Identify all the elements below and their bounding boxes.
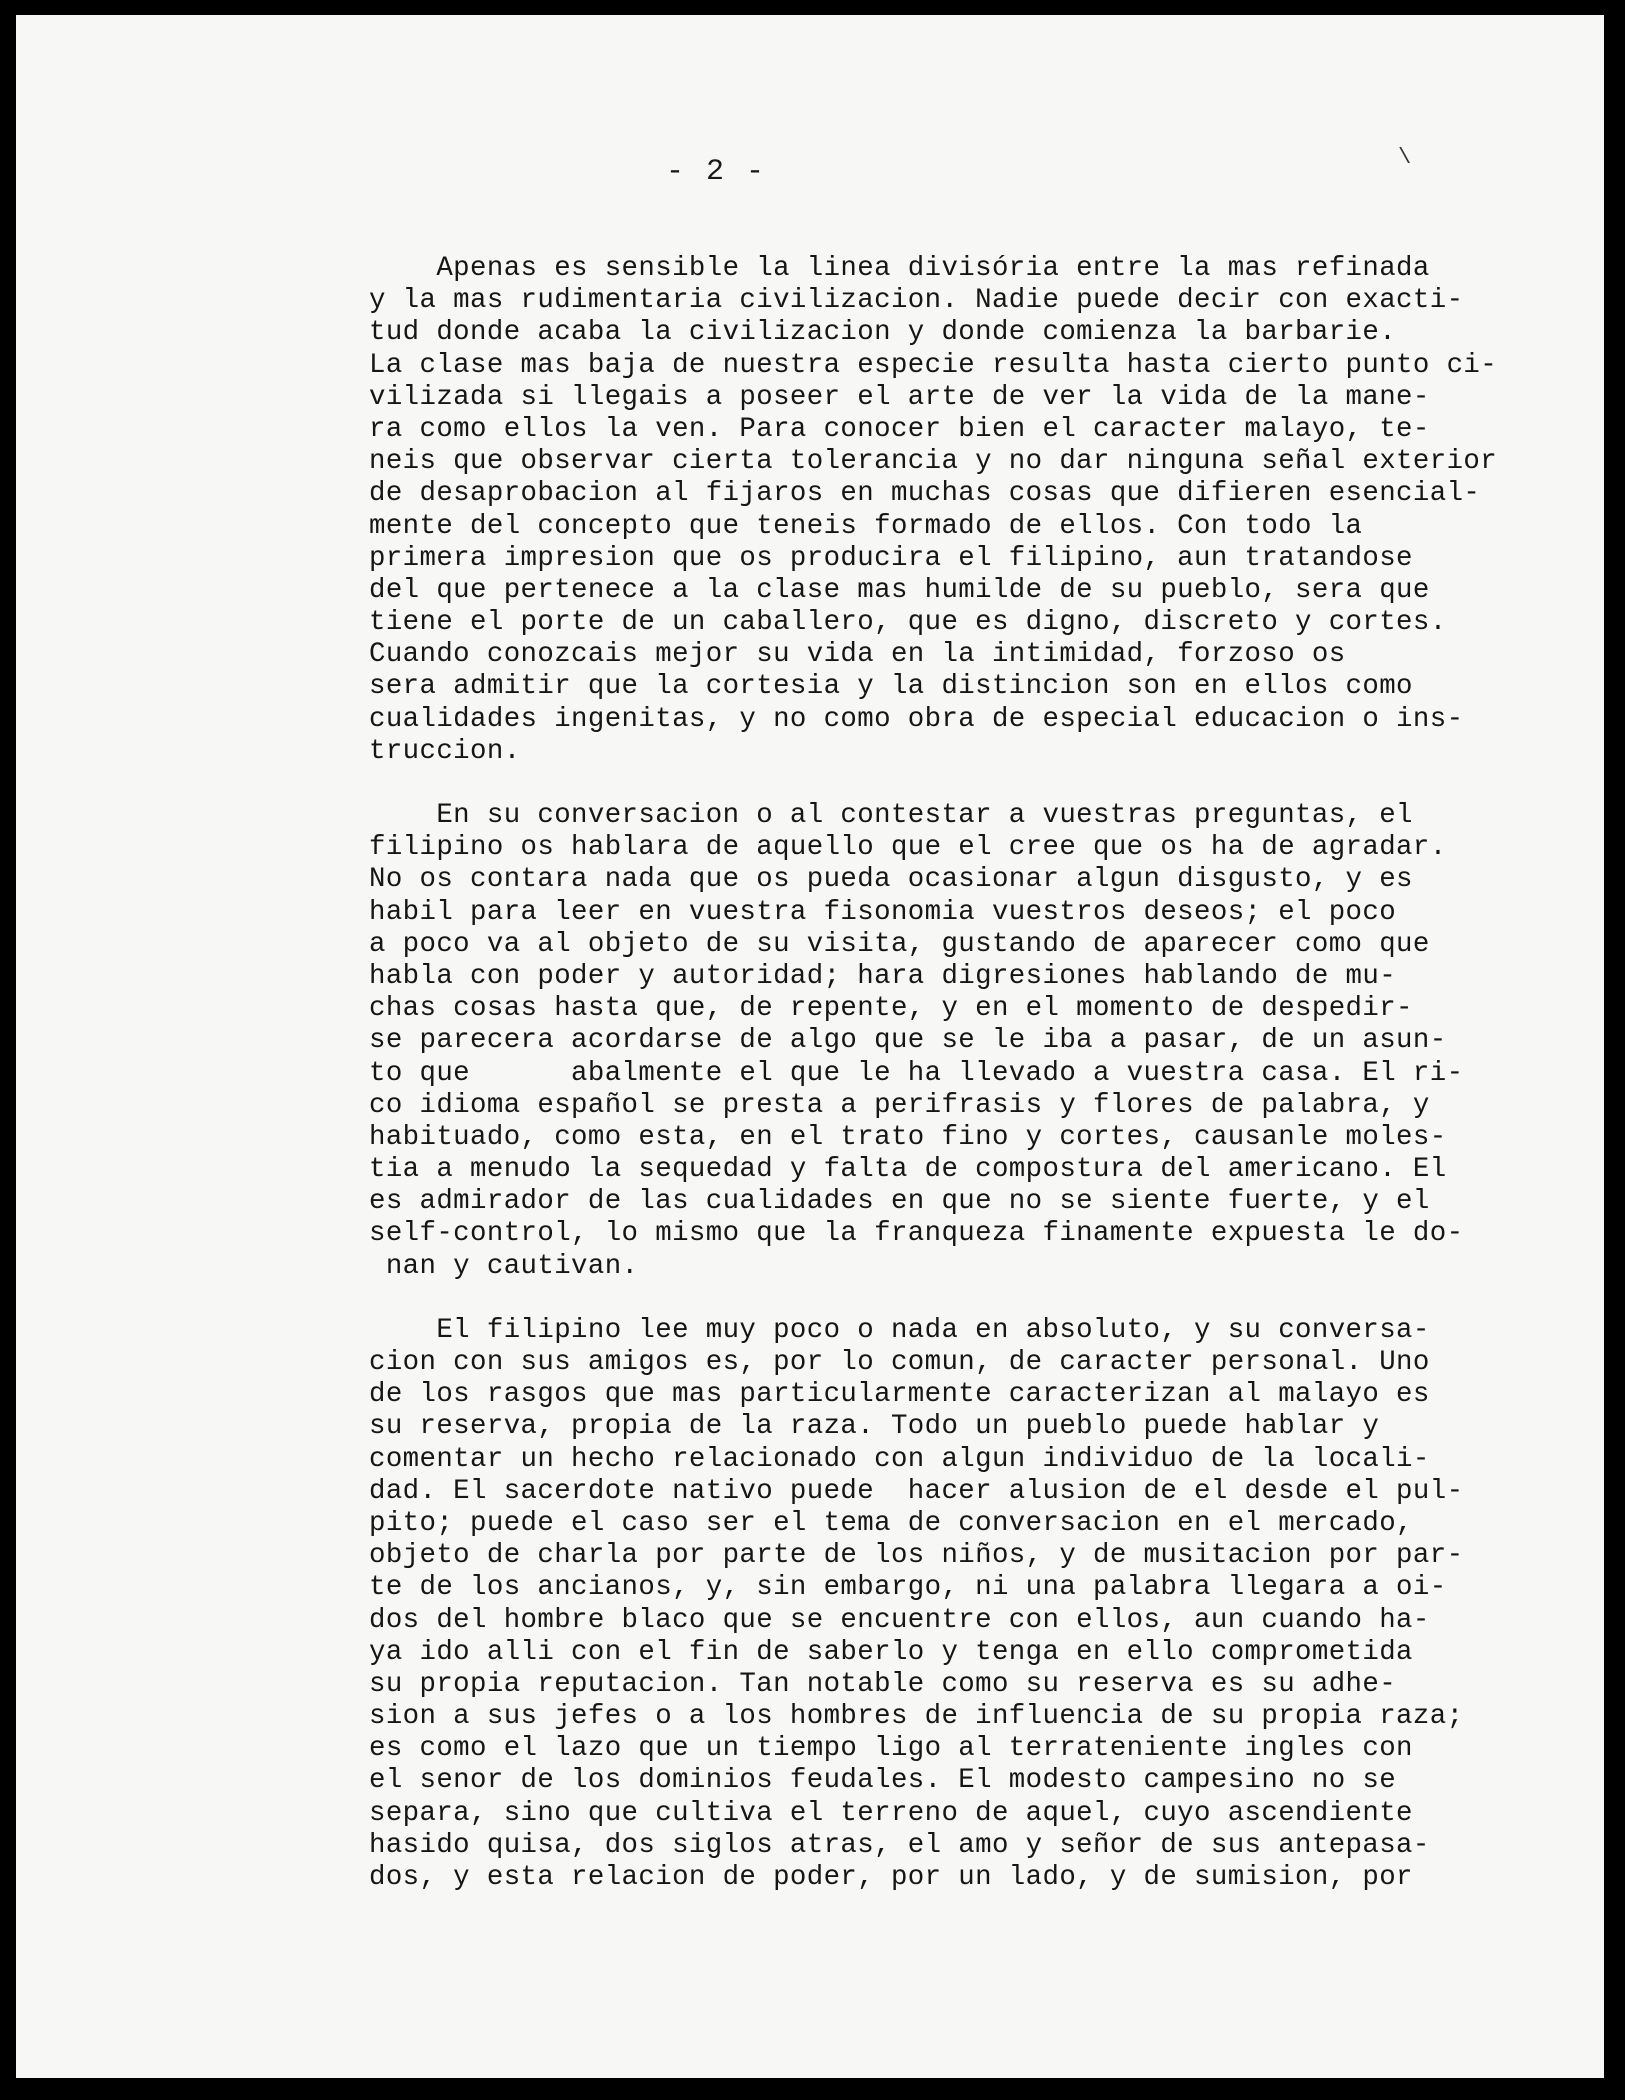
text-line: mente del concepto que teneis formado de ellos. Con todo la <box>369 510 1363 542</box>
text-line: chas cosas hasta que, de repente, y en el momento de despedir- <box>369 993 1413 1025</box>
margin-mark: \ <box>1398 145 1412 170</box>
text-line: cion con sus amigos es, por lo comun, de caracter personal. Uno <box>369 1347 1430 1378</box>
text-line: dos del hombre blaco que se encuentre con ellos, aun cuando ha- <box>369 1604 1430 1636</box>
text-line: y la mas rudimentaria civilizacion. Nadie puede decir con exacti- <box>369 285 1464 317</box>
text-line: pito; puede el caso ser el tema de conversacion en el mercado, <box>369 1507 1413 1539</box>
text-line: cualidades ingenitas, y no como obra de especial educacion o ins- <box>369 703 1464 735</box>
text-line: sera admitir que la cortesia y la distincion son en ellos como <box>369 671 1413 703</box>
text-line: neis que observar cierta tolerancia y no dar ninguna señal exterior <box>369 446 1498 478</box>
text-line: de desaprobacion al fijaros en muchas cosas que difieren esencial- <box>369 478 1481 510</box>
text-line: habituado, como esta, en el trato fino y cortes, causanle moles- <box>369 1121 1447 1153</box>
text-line: se parecera acordarse de algo que se le iba a pasar, de un asun- <box>369 1025 1447 1057</box>
text-line: objeto de charla por parte de los niños, y de musitacion por par- <box>369 1540 1464 1572</box>
text-line: sion a sus jefes o a los hombres de influencia de su propia raza; <box>369 1701 1464 1733</box>
text-line: tud donde acaba la civilizacion y donde comienza la barbarie. <box>369 317 1397 349</box>
text-line: tiene el porte de un caballero, que es digno, discreto y cortes. <box>369 607 1447 639</box>
paragraph-spacer <box>369 768 1509 800</box>
text-line: vilizada si llegais a poseer el arte de ver la vida de la mane- <box>369 381 1430 413</box>
text-line: separa, sino que cultiva el terreno de aquel, cuyo ascendiente <box>369 1797 1413 1829</box>
text-line: nan y cautivan. <box>369 1250 639 1282</box>
text-line: es admirador de las cualidades en que no se siente fuerte, y el <box>369 1186 1430 1218</box>
text-line: es como el lazo que un tiempo ligo al terrateniente ingles con <box>369 1733 1413 1765</box>
text-line: No os contara nada que os pueda ocasionar algun disgusto, y es <box>369 864 1413 896</box>
text-line: habil para leer en vuestra fisonomia vuestros deseos; el poco <box>369 896 1397 928</box>
text-line: tia a menudo la sequedad y falta de compostura del americano. El <box>369 1154 1447 1186</box>
text-line: ra como ellos la ven. Para conocer bien el caracter malayo, te- <box>369 413 1430 445</box>
text-line: to que abalmente el que le ha llevado a vuestra casa. El ri- <box>369 1057 1464 1089</box>
text-line: co idioma español se presta a perifrasis y flores de palabra, y <box>369 1089 1430 1121</box>
text-line: El filipino lee muy poco o nada en absoluto, y su conversa- <box>369 1314 1430 1346</box>
text-line: primera impresion que os producira el filipino, aun tratandose <box>369 542 1413 574</box>
text-line: te de los ancianos, y, sin embargo, ni una palabra llegara a oi- <box>369 1572 1447 1604</box>
text-line: el senor de los dominios feudales. El modesto campesino no se <box>369 1765 1397 1797</box>
text-line: self-control, lo mismo que la franqueza finamente expuesta le do- <box>369 1218 1464 1250</box>
text-line: En su conversacion o al contestar a vuestras preguntas, el <box>369 800 1413 831</box>
text-line: comentar un hecho relacionado con algun individuo de la locali- <box>369 1443 1430 1475</box>
page-number: - 2 - <box>665 155 766 189</box>
text-line: dad. El sacerdote nativo puede hacer alusion de el desde el pul- <box>369 1475 1464 1507</box>
text-line: Apenas es sensible la linea divisória entre la mas refinada <box>369 253 1430 284</box>
body-text <box>369 253 1509 1894</box>
paragraph-2 <box>369 800 1509 1283</box>
text-line: su reserva, propia de la raza. Todo un pueblo puede hablar y <box>369 1411 1380 1443</box>
text-line: su propia reputacion. Tan notable como su reserva es su adhe- <box>369 1668 1397 1700</box>
document-page <box>16 15 1604 2078</box>
paragraph-1 <box>369 253 1509 768</box>
paragraph-spacer <box>369 1283 1509 1315</box>
text-line: truccion. <box>369 735 521 767</box>
text-line: hasido quisa, dos siglos atras, el amo y señor de sus antepasa- <box>369 1829 1430 1861</box>
text-line: La clase mas baja de nuestra especie resulta hasta cierto punto ci- <box>369 349 1498 381</box>
text-line: habla con poder y autoridad; hara digresiones hablando de mu- <box>369 960 1397 992</box>
text-line: de los rasgos que mas particularmente caracterizan al malayo es <box>369 1379 1430 1411</box>
text-line: del que pertenece a la clase mas humilde de su pueblo, sera que <box>369 574 1430 606</box>
text-line: a poco va al objeto de su visita, gustando de aparecer como que <box>369 928 1430 960</box>
text-line: dos, y esta relacion de poder, por un lado, y de sumision, por <box>369 1862 1413 1893</box>
text-line: Cuando conozcais mejor su vida en la intimidad, forzoso os <box>369 639 1346 671</box>
text-line: ya ido alli con el fin de saberlo y tenga en ello comprometida <box>369 1636 1413 1668</box>
text-line: filipino os hablara de aquello que el cree que os ha de agradar. <box>369 832 1447 864</box>
paragraph-3 <box>369 1315 1509 1894</box>
